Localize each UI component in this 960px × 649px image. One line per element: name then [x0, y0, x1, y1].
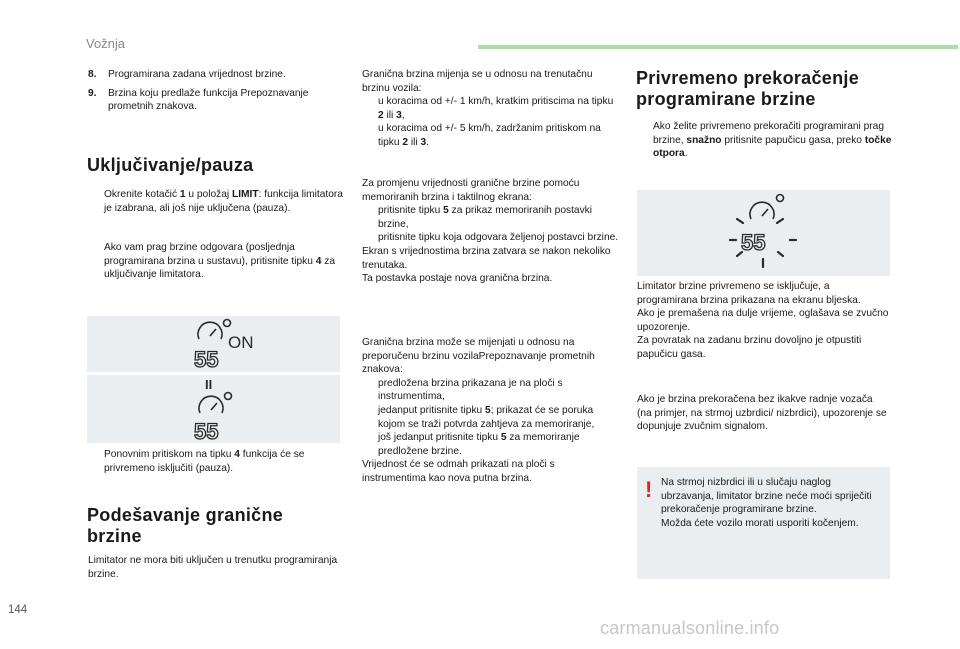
block-limitator-isklj — [637, 280, 892, 362]
speedometer-icon — [750, 195, 784, 220]
pause-icon: II — [205, 377, 213, 392]
block-granicna-mijenja — [362, 68, 620, 150]
item-text: Brzina koju predlaže funkcija Prepoznavanje prometnih znakova. — [108, 87, 309, 113]
warning-line: Možda ćete vozilo morati usporiti kočenjem. — [661, 517, 859, 529]
bullet-icon — [362, 404, 378, 431]
heading-privremeno: Privremeno prekoračenje programirane brzine — [636, 68, 860, 109]
bullet-icon — [362, 122, 378, 149]
bullet-item — [362, 204, 620, 231]
paragraph-limitator: Limitator ne mora biti uključen u trenutku programiranja brzine. — [88, 555, 338, 580]
heading-podesavanje: Podešavanje granične brzine — [87, 505, 284, 546]
bullet-icon — [88, 448, 104, 475]
bullet-item — [362, 122, 620, 149]
watermark: carmanualsonline.info — [600, 618, 780, 638]
display-panel-on — [87, 316, 340, 372]
paragraph-intro: Granična brzina mijenja se u odnosu na trenutačnu brzinu vozila: — [362, 69, 593, 94]
paragraph-line: Za povratak na zadanu brzinu dovoljno je otpustiti papučicu gasa. — [637, 335, 862, 360]
numbered-list — [88, 68, 348, 114]
header-accent-bar — [478, 45, 958, 49]
paragraph-line: Limitator brzine privremeno se isključuje, a programirana brzina prikazana na ekranu bljeska. — [637, 281, 861, 306]
bullet-icon — [362, 377, 378, 404]
speed-limiter-on-illustration — [87, 316, 340, 372]
bullet-ponovnim — [88, 448, 344, 475]
warning-icon: ! — [645, 477, 653, 502]
bullet-icon — [88, 188, 104, 215]
paragraph-prekoracena: Ako je brzina prekoračena bez ikakve radnje vozača (na primjer, na strmoj uzbrdici/ nizbrdici), upozorenje se dopunjuje zvučnim signalom. — [637, 394, 887, 433]
bullet-text: pritisnite tipku 5 za prikaz memoriranih postavki brzine, — [378, 205, 593, 230]
bullet-item — [362, 95, 620, 122]
page-number: 144 — [8, 604, 28, 616]
paragraph-outro: Ekran s vrijednostima brzina zatvara se nakon nekoliko trenutaka. — [362, 245, 611, 271]
bullet-text: Ako vam prag brzine odgovara (posljednja programirana brzina u sustavu), pritisnite tipku 4 za uključivanje limitatora. — [104, 242, 336, 281]
bullet-icon — [637, 120, 653, 161]
paragraph-outro: Vrijednost će se odmah prikazati na ploči s instrumentima kao nova putna brzina. — [362, 459, 555, 484]
bullet-text: u koracima od +/- 1 km/h, kratkim pritiscima na tipku 2 ili 3, — [378, 96, 614, 121]
section-title: Vožnja — [86, 36, 126, 51]
bullet-item — [362, 377, 620, 404]
speed-value: 55 — [194, 347, 219, 372]
bullet-item — [362, 404, 620, 431]
bullet-text: Okrenite kotačić 1 u položaj LIMIT: funkcija limitatora je izabrana, ali još nije uključena (pauza). — [104, 189, 343, 214]
speed-value: 55 — [741, 230, 766, 255]
status-label: ON — [228, 333, 254, 352]
bullet-text: predložena brzina prikazana je na ploči s instrumentima, — [378, 377, 563, 403]
block-prepoznavanje — [362, 336, 620, 486]
warning-box — [637, 467, 890, 579]
item-number: 9. — [88, 87, 97, 99]
speed-limiter-pause-illustration — [87, 375, 340, 443]
warning-line: Na strmoj nizbrdici ili u slučaju naglog ubrzavanja, limitator brzine neće moći spriječiti prekoračenje programirane brzine. — [661, 477, 872, 516]
bullet-text: jedanput pritisnite tipku 5; prikazat će se poruka kojom se traži potvrda zahtjeva za memoriranje, — [378, 404, 595, 430]
bullet-item — [362, 431, 620, 458]
bullet-text: još jedanput pritisnite tipku 5 za memoriranje predložene brzine. — [378, 432, 580, 457]
list-item-9 — [88, 87, 348, 114]
speed-value: 55 — [194, 419, 219, 443]
speedometer-icon — [198, 320, 231, 340]
display-panel-pause — [87, 375, 340, 443]
bullet-text: Ponovnim pritiskom na tipku 4 funkcija će se privremeno isključiti (pauza). — [104, 449, 305, 474]
block-memorirane — [362, 177, 620, 286]
bullet-ako-zelite — [637, 120, 892, 161]
bullet-text: u koracima od +/- 5 km/h, zadržanim pritiskom na tipku 2 ili 3. — [378, 123, 601, 148]
bullet-icon — [362, 204, 378, 231]
list-item-8 — [88, 68, 348, 82]
bullet-text: pritisnite tipku koja odgovara željenoj postavci brzine. — [378, 232, 619, 244]
bullet-okrenite — [88, 188, 344, 215]
bullet-icon — [362, 95, 378, 122]
paragraph-outro: Ta postavka postaje nova granična brzina. — [362, 273, 553, 285]
paragraph-intro: Granična brzina može se mijenjati u odnosu na preporučenu brzinu vozilaPrepoznavanje prometnih znakova: — [362, 337, 595, 376]
display-panel-flashing — [637, 190, 890, 276]
item-number: 8. — [88, 69, 97, 80]
bullet-icon — [362, 431, 378, 458]
bullet-item — [362, 231, 620, 245]
item-text: Programirana zadana vrijednost brzine. — [108, 69, 286, 80]
bullet-icon — [88, 241, 104, 282]
bullet-text: Ako želite privremeno prekoračiti programirani prag brzine, snažno pritisnite papučicu gasa, preko točke otpora. — [653, 121, 892, 160]
paragraph-intro: Za promjenu vrijednosti granične brzine pomoću memoriranih brzina i taktilnog ekrana: — [362, 178, 580, 203]
warning-text — [661, 476, 876, 530]
paragraph-line: Ako je premašena na dulje vrijeme, oglašava se zvučno upozorenje. — [637, 308, 889, 333]
heading-ukljucivanje: Uključivanje/pauza — [87, 155, 254, 175]
bullet-ako-vam — [88, 241, 344, 282]
bullet-icon — [362, 231, 378, 245]
speedometer-icon — [199, 393, 232, 414]
speed-flashing-illustration — [637, 190, 890, 276]
